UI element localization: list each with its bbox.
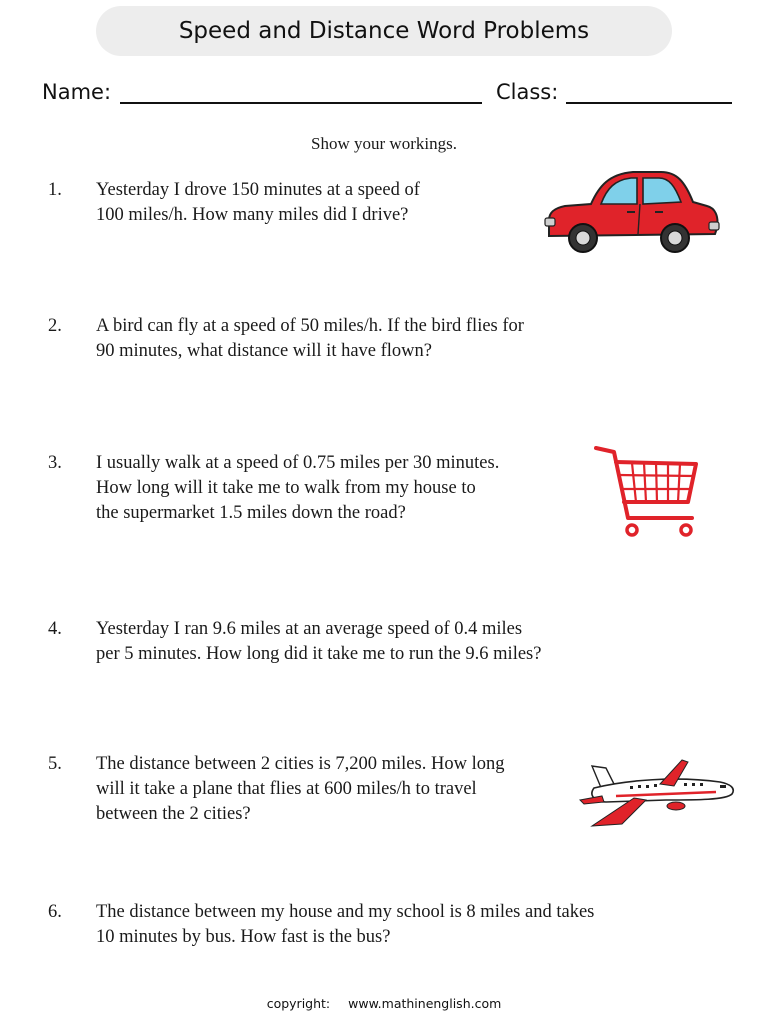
- question-text: [96, 900, 696, 950]
- question-line: 100 miles/h. How many miles did I drive?: [96, 205, 409, 225]
- question-line: per 5 minutes. How long did it take me to run the 9.6 miles?: [96, 644, 542, 664]
- question-number: 1.: [48, 180, 62, 200]
- question-line: The distance between 2 cities is 7,200 miles. How long: [96, 754, 505, 774]
- question-line: the supermarket 1.5 miles down the road?: [96, 503, 406, 523]
- question-line: between the 2 cities?: [96, 804, 251, 824]
- question-line: The distance between my house and my school is 8 miles and takes: [96, 902, 595, 922]
- worksheet-title: Speed and Distance Word Problems: [96, 6, 672, 56]
- footer-site-link[interactable]: www.mathinenglish.com: [348, 996, 502, 1011]
- question-number: 3.: [48, 453, 62, 473]
- question-number: 4.: [48, 619, 62, 639]
- question-line: How long will it take me to walk from my house to: [96, 478, 476, 498]
- copyright-label: copyright:: [266, 996, 331, 1011]
- question-text: [96, 617, 696, 667]
- question-number: 6.: [48, 902, 62, 922]
- question-line: A bird can fly at a speed of 50 miles/h. If the bird flies for: [96, 316, 524, 336]
- instruction-text: Show your workings.: [311, 134, 457, 153]
- question-line: I usually walk at a speed of 0.75 miles per 30 minutes.: [96, 453, 500, 473]
- class-blank-line: [566, 102, 732, 104]
- car-icon: [543, 168, 721, 256]
- class-label: Class:: [496, 80, 559, 104]
- question-line: 10 minutes by bus. How fast is the bus?: [96, 927, 391, 947]
- question-number: 5.: [48, 754, 62, 774]
- name-class-row: [42, 80, 742, 112]
- name-blank-line: [120, 102, 482, 104]
- question-line: Yesterday I drove 150 minutes at a speed of: [96, 180, 420, 200]
- question-line: will it take a plane that flies at 600 miles/h to travel: [96, 779, 477, 799]
- question-line: Yesterday I ran 9.6 miles at an average speed of 0.4 miles: [96, 619, 523, 639]
- shopping-cart-icon: [592, 442, 700, 540]
- name-label: Name:: [42, 80, 112, 104]
- question-line: 90 minutes, what distance will it have flown?: [96, 341, 433, 361]
- airplane-icon: [576, 756, 738, 828]
- question-text: [96, 314, 696, 364]
- question-number: 2.: [48, 316, 62, 336]
- footer: [0, 996, 768, 1011]
